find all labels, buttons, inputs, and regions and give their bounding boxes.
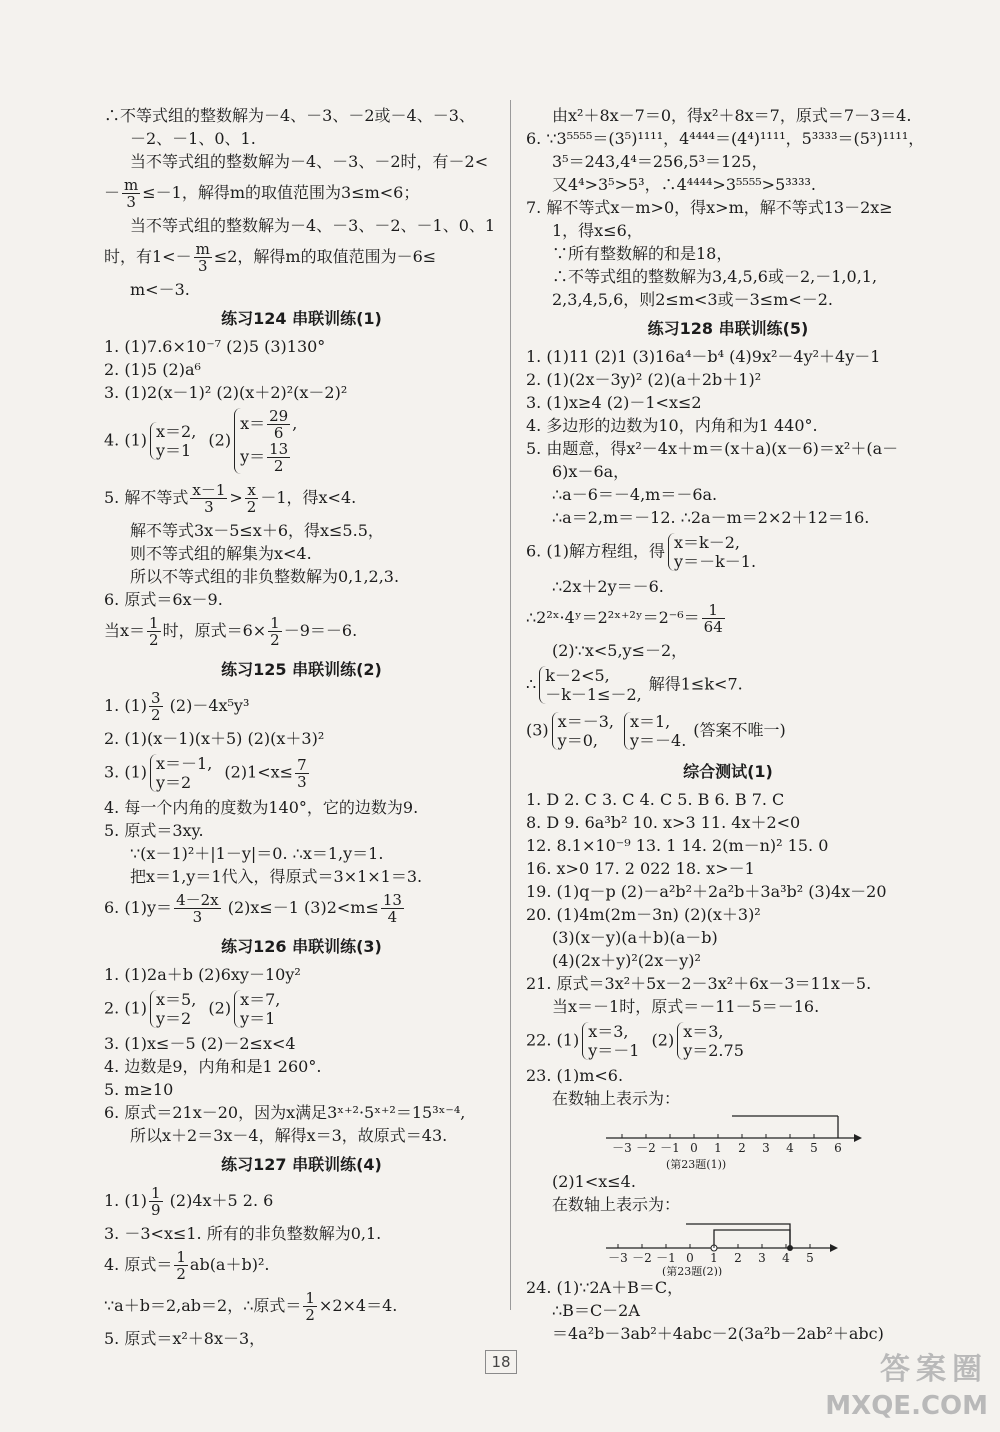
- answer-line: 1. (1)7.6×10⁻⁷ (2)5 (3)130°: [104, 337, 326, 356]
- answer-line: 解不等式3x－5≤x＋6，得x≤5.5，: [130, 521, 384, 540]
- text: ,: [292, 414, 298, 433]
- answer-line: ∴B＝C－2A: [552, 1301, 640, 1320]
- answer-line: [104, 1245, 499, 1286]
- answer-line: 24. (1)∵2A＋B＝C，: [526, 1278, 684, 1297]
- numerator: 1: [702, 602, 725, 619]
- section-title-126: 练习126 串联训练(3): [221, 937, 382, 956]
- equation-system: [668, 533, 760, 571]
- answer-line: 1. (1)11 (2)1 (3)16a⁴－b⁴ (4)9x²－4y²＋4y－1: [526, 347, 881, 366]
- answer-line: [104, 1181, 499, 1222]
- eq-row: y＝－k－1.: [674, 552, 757, 571]
- text: ≤－1，解得m的取值范围为3≤m<6；: [142, 183, 420, 202]
- denominator: 2: [149, 631, 159, 649]
- text: 1. (1): [104, 696, 148, 715]
- answer-line: [104, 478, 499, 519]
- answer-line: [104, 888, 499, 929]
- eq-row: －k－1≤－2,: [545, 685, 642, 704]
- section-title-comprehensive: 综合测试(1): [683, 762, 773, 781]
- answer-line: 20. (1)4m(2m－3n) (2)(x＋3)²: [526, 905, 761, 924]
- numerator: 3: [151, 689, 161, 707]
- answer-line: ∵所有整数解的和是18，: [552, 244, 733, 263]
- tick-label: 5: [806, 1251, 814, 1265]
- text: (2)4x＋5 2. 6: [164, 1191, 274, 1210]
- fraction: [295, 757, 309, 790]
- answer-line: ∵(x－1)²＋|1－y|＝0. ∴x＝1,y＝1.: [130, 844, 384, 863]
- denominator: 9: [151, 1201, 161, 1219]
- answer-line: 4. 每一个内角的度数为140°，它的边数为9.: [104, 798, 419, 817]
- answer-line: 3. －3<x≤1. 所有的非负整数解为0,1.: [104, 1224, 382, 1243]
- text: 22. (1): [526, 1030, 580, 1050]
- answer-line: ∴不等式组的整数解为3,4,5,6或－2,－1,0,1,: [552, 267, 878, 286]
- equation-system: [624, 712, 690, 750]
- numerator: x－1: [192, 481, 226, 499]
- answer-line: 4. 边数是9，内角和是1 260°.: [104, 1057, 322, 1076]
- eq-row: x＝5,: [156, 990, 197, 1009]
- answer-line: [526, 529, 930, 575]
- equation-system: [150, 990, 200, 1028]
- fraction: [245, 482, 259, 515]
- text: (2)x≤－1 (3)2<m≤: [222, 898, 379, 917]
- answer-line: (4)(2x＋y)²(2x－y)²: [552, 951, 701, 970]
- text-line: m<－3.: [130, 280, 190, 299]
- fraction: [174, 892, 221, 925]
- text: ×2×4＝4.: [318, 1296, 398, 1315]
- eq-row: x＝－3,: [557, 712, 614, 731]
- denominator: 3: [204, 498, 214, 516]
- fraction: [122, 177, 140, 210]
- text-line: －2、－1、0、1.: [130, 129, 256, 148]
- answer-line: 当x＝－1时，原式＝－11－5＝－16.: [552, 997, 820, 1016]
- numerator: 4－2x: [176, 891, 219, 909]
- fraction: [174, 1249, 188, 1282]
- text: >: [229, 488, 243, 507]
- bracket-greater-than-1: [714, 1230, 790, 1248]
- left-column: [104, 104, 499, 1350]
- numerator: m: [124, 176, 139, 194]
- text: (3): [526, 720, 549, 740]
- eq-row: [240, 408, 297, 441]
- text-line: [104, 173, 499, 214]
- numerator: 7: [297, 755, 307, 774]
- tick-label: －2: [632, 1251, 652, 1265]
- denominator: 2: [176, 1265, 186, 1283]
- eq-row: x＝－1,: [156, 754, 213, 773]
- equation-system: [582, 1022, 643, 1060]
- tick-label: －2: [636, 1141, 656, 1155]
- text-line: 当不等式组的整数解为－4、－3、－2、－1、0、1: [130, 216, 496, 235]
- tick-label: －3: [612, 1141, 632, 1155]
- numerator: 1: [151, 1184, 161, 1202]
- answer-line: [526, 708, 930, 754]
- answer-line: 1，得x≤6，: [552, 221, 643, 240]
- text: x＝: [240, 414, 266, 433]
- answer-line: 6)x－6a，: [552, 462, 630, 481]
- eq-row: [240, 441, 297, 474]
- answer-line: 5. 原式＝3xy.: [104, 821, 204, 840]
- numerator: 13: [269, 440, 289, 458]
- tick-group: [612, 1134, 842, 1155]
- answer-line: 16. x>0 17. 2 022 18. x>－1: [526, 859, 755, 878]
- answer-line: [104, 404, 499, 478]
- text: ∴: [526, 674, 537, 694]
- answer-line: 则不等式组的解集为x<4.: [130, 544, 312, 563]
- text: 3. (1): [104, 762, 148, 782]
- text: 2. (1): [104, 998, 148, 1018]
- eq-row: x＝2,: [156, 422, 197, 441]
- fraction: [194, 241, 212, 274]
- answer-line: 1. D 2. C 3. C 4. C 5. B 6. B 7. C: [526, 790, 785, 809]
- equation-system: [677, 1022, 748, 1060]
- eq-row: x＝7,: [240, 990, 281, 1009]
- text: ≤2，解得m的取值范围为－6≤: [213, 247, 437, 266]
- tick-label: 4: [782, 1251, 790, 1265]
- eq-row: y＝－1: [588, 1041, 640, 1060]
- eq-row: x＝1,: [629, 712, 671, 731]
- axis-arrow: [830, 1244, 838, 1252]
- text: 4. 原式＝: [104, 1255, 173, 1274]
- text: ∵a＋b＝2,ab＝2，∴原式＝: [104, 1296, 302, 1315]
- answer-line: 2,3,4,5,6，则2≤m<3或－3≤m<－2.: [552, 290, 834, 309]
- denominator: 2: [246, 498, 257, 516]
- eq-row: y＝2.75: [683, 1041, 744, 1060]
- text: 当x＝: [104, 621, 146, 640]
- fraction: [702, 602, 725, 635]
- fraction: [303, 1290, 317, 1323]
- answer-line: 19. (1)q－p (2)－a²b²＋2a²b＋3a³b² (3)4x－20: [526, 882, 887, 901]
- column-divider: [510, 100, 511, 1310]
- numerator: x: [245, 482, 259, 499]
- text: (2)－4x⁵y³: [164, 696, 250, 715]
- answer-line: [526, 1018, 930, 1064]
- equation-system: [234, 990, 284, 1028]
- answer-line: 5. 原式＝x²＋8x－3，: [104, 1329, 266, 1348]
- page-number: 18: [485, 1350, 517, 1374]
- text: ab(a＋b)².: [189, 1255, 270, 1274]
- tick-label: －1: [660, 1141, 680, 1155]
- text-line: [104, 237, 499, 278]
- text: 6. (1)y＝: [104, 898, 173, 917]
- tick-label: －1: [656, 1251, 676, 1265]
- text: 5. 解不等式: [104, 488, 189, 507]
- text-line: 由x²＋8x－7＝0，得x²＋8x＝7，原式＝7－3＝4.: [552, 106, 912, 125]
- answer-line: 2. (1)(x－1)(x＋5) (2)(x＋3)²: [104, 729, 325, 748]
- eq-row: y＝1: [156, 441, 192, 460]
- answer-line: 4. 多边形的边数为10，内角和为1 440°.: [526, 416, 818, 435]
- answer-line: [104, 611, 499, 652]
- text: 4. (1): [104, 430, 148, 450]
- text: 时，原式＝6×: [162, 621, 267, 640]
- numerator: 29: [269, 407, 289, 425]
- answer-line: 3. (1)x≥4 (2)－1<x≤2: [526, 393, 702, 412]
- numerator: 13: [382, 891, 402, 909]
- denominator: 2: [270, 631, 280, 649]
- answer-line: [526, 598, 930, 639]
- numerator: 1: [270, 614, 280, 632]
- text: (2): [651, 1030, 675, 1050]
- eq-row: y＝－4.: [629, 731, 687, 750]
- equation-system: [539, 666, 646, 704]
- tick-label: 0: [686, 1251, 694, 1265]
- answer-line: ∴2x＋2y＝－6.: [552, 577, 664, 596]
- answer-line: ＝4a²b－3ab²＋4abc－2(3a²b－2ab²＋abc): [552, 1324, 884, 1343]
- eq-row: y＝1: [240, 1009, 276, 1028]
- denominator: 4: [387, 908, 398, 926]
- answer-line: 3. (1)x≤－5 (2)－2≤x<4: [104, 1034, 296, 1053]
- eq-row: x＝3,: [683, 1022, 724, 1041]
- answer-line: [104, 1286, 499, 1327]
- tick-label: 3: [762, 1141, 770, 1155]
- text: 1. (1): [104, 1191, 148, 1210]
- text: (2): [208, 430, 232, 450]
- answer-line: 5. 由题意，得x²－4x＋m＝(x＋a)(x－6)＝x²＋(a－: [526, 439, 899, 458]
- answer-line: 7. 解不等式x－m>0，得x>m，解不等式13－2x≥: [526, 198, 893, 217]
- denominator: 2: [305, 1306, 315, 1324]
- tick-label: 3: [758, 1251, 766, 1265]
- answer-line: 3⁵＝243,4⁴＝256,5³＝125，: [552, 152, 768, 171]
- answer-line: 把x＝1,y＝1代入，得原式＝3×1×1＝3.: [130, 867, 423, 886]
- numerator: 1: [305, 1289, 315, 1307]
- denominator: 64: [703, 618, 723, 636]
- tick-label: 1: [714, 1141, 722, 1155]
- watermark-url: MXQE.COM: [825, 1391, 988, 1421]
- answer-line: [104, 986, 499, 1032]
- answer-line: 23. (1)m<6.: [526, 1066, 624, 1085]
- tick-label: 6: [834, 1141, 842, 1155]
- answer-line: 2. (1)5 (2)a⁶: [104, 360, 201, 379]
- answer-line: 在数轴上表示为：: [552, 1089, 681, 1108]
- fraction: [267, 441, 290, 474]
- equation-system: [552, 712, 618, 750]
- text: 解得1≤k<7.: [648, 674, 743, 694]
- tick-label: 4: [786, 1141, 794, 1155]
- watermark-text: 答案圈: [880, 1352, 988, 1387]
- answer-line: 6. ∵3⁵⁵⁵⁵＝(3⁵)¹¹¹¹，4⁴⁴⁴⁴＝(4⁴)¹¹¹¹，5³³³³＝(5³)¹¹¹¹，: [526, 129, 925, 148]
- answer-line: 所以不等式组的非负整数解为0,1,2,3.: [130, 567, 400, 586]
- section-title-125: 练习125 串联训练(2): [221, 660, 382, 679]
- right-column: [526, 104, 930, 1345]
- denominator: 2: [273, 457, 284, 475]
- denominator: 3: [297, 772, 307, 791]
- answer-line: ∴a－6＝－4,m＝－6a.: [552, 485, 718, 504]
- denominator: 3: [197, 257, 208, 275]
- text: ∴2²ˣ·4ʸ＝2²ˣ⁺²ʸ＝2⁻⁶＝: [526, 608, 700, 627]
- answer-line: 12. 8.1×10⁻⁹ 13. 1 14. 2(m－n)² 15. 0: [526, 836, 829, 855]
- answer-line: [104, 686, 499, 727]
- answer-line: 21. 原式＝3x²＋5x－2－3x²＋6x－3＝11x－5.: [526, 974, 872, 993]
- answer-line: 6. 原式＝6x－9.: [104, 590, 223, 609]
- tick-label: 0: [690, 1141, 698, 1155]
- tick-label: 2: [738, 1141, 746, 1155]
- answer-line: ∴a＝2,m＝－12. ∴2a－m＝2×2＋12＝16.: [552, 508, 870, 527]
- text: －1，得x<4.: [260, 488, 357, 507]
- equation-system: [234, 408, 301, 474]
- fraction: [149, 690, 163, 723]
- text-line: 当不等式组的整数解为－4、－3、－2时，有－2<: [130, 152, 489, 171]
- tick-label: 5: [810, 1141, 818, 1155]
- answer-line: 1. (1)2a＋b (2)6xy－10y²: [104, 965, 301, 984]
- answer-line: (2)1<x≤4.: [552, 1172, 636, 1191]
- answer-line: (2)∵x<5,y≤－2，: [552, 641, 688, 660]
- tick-label: 2: [734, 1251, 742, 1265]
- text: 时，有1<－: [104, 247, 192, 266]
- fraction: [267, 408, 290, 441]
- section-title-128: 练习128 串联训练(5): [647, 319, 809, 338]
- numerator: m: [195, 240, 210, 258]
- tick-label: －3: [608, 1251, 628, 1265]
- equation-system: [150, 754, 216, 792]
- fraction: [149, 1185, 163, 1218]
- fraction: [190, 482, 227, 515]
- watermark-logo: [818, 1350, 988, 1422]
- eq-row: y＝2: [156, 773, 192, 792]
- eq-row: k－2<5,: [545, 666, 610, 685]
- denominator: 2: [151, 706, 161, 724]
- denominator: 3: [126, 193, 136, 211]
- axis-arrow: [854, 1134, 862, 1142]
- text-line: ∴不等式组的整数解为－4、－3、－2或－4、－3、: [104, 106, 475, 125]
- text: －: [104, 183, 121, 202]
- section-title-127: 练习127 串联训练(4): [221, 1155, 382, 1174]
- denominator: 6: [273, 424, 284, 442]
- answer-line: [526, 662, 930, 708]
- tick-label: 1: [710, 1251, 718, 1265]
- axis-caption: (第23题(1)): [666, 1158, 727, 1170]
- fraction: [381, 892, 404, 925]
- numerator: 1: [176, 1248, 186, 1266]
- text: (2)1<x≤: [219, 762, 294, 782]
- answer-line: [104, 750, 499, 796]
- section-title-124: 练习124 串联训练(1): [221, 309, 382, 328]
- answer-line: (3)(x－y)(a＋b)(a－b): [552, 928, 718, 947]
- axis-caption: (第23题(2)): [662, 1265, 723, 1276]
- denominator: 3: [192, 908, 203, 926]
- answer-line: 2. (1)(2x－3y)² (2)(a＋2b＋1)²: [526, 370, 762, 389]
- fraction: [268, 615, 282, 648]
- number-line-2: [606, 1218, 866, 1276]
- answer-line: 所以x＋2＝3x－4，解得x＝3，故原式＝43.: [130, 1126, 448, 1145]
- answer-line: 5. m≥10: [104, 1080, 174, 1099]
- answer-line: 又4⁴>3⁵>5³，∴4⁴⁴⁴⁴>3⁵⁵⁵⁵>5³³³³.: [552, 175, 817, 194]
- eq-row: x＝k－2,: [674, 533, 741, 552]
- equation-system: [150, 422, 200, 460]
- numerator: 1: [149, 614, 159, 632]
- eq-row: x＝3,: [588, 1022, 629, 1041]
- eq-row: y＝2: [156, 1009, 192, 1028]
- answer-line: 在数轴上表示为：: [552, 1195, 681, 1214]
- text: (答案不唯一): [693, 720, 786, 740]
- text: y＝: [240, 447, 266, 466]
- answer-line: 6. 原式＝21x－20，因为x满足3ˣ⁺²·5ˣ⁺²＝15³ˣ⁻⁴,: [104, 1103, 466, 1122]
- eq-row: y＝0,: [557, 731, 598, 750]
- answer-line: 3. (1)2(x－1)² (2)(x＋2)²(x－2)²: [104, 383, 348, 402]
- number-line-1: [606, 1112, 866, 1170]
- fraction: [147, 615, 161, 648]
- text: －9＝－6.: [283, 621, 358, 640]
- text: 6. (1)解方程组，得: [526, 541, 666, 561]
- answer-line: 8. D 9. 6a³b² 10. x>3 11. 4x＋2<0: [526, 813, 801, 832]
- text: (2): [208, 998, 232, 1018]
